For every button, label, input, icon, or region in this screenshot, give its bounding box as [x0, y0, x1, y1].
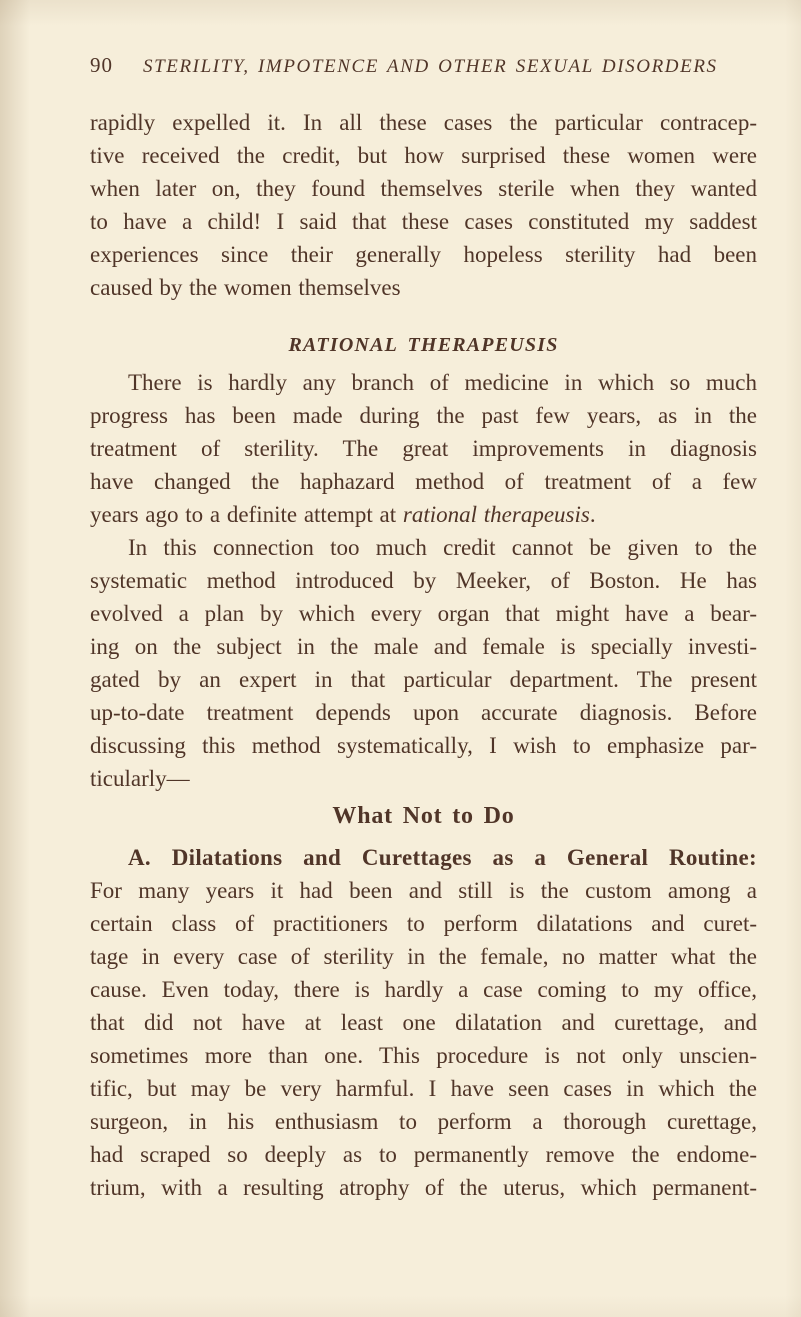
text-line: discussing this method systematically, I wish to emphasize par-	[90, 733, 757, 758]
running-header	[90, 52, 757, 80]
text-line: gated by an expert in that particular department. The present	[90, 667, 757, 692]
text-line: evolved a plan by which every organ that might have a bear-	[90, 601, 757, 626]
body-paragraph	[90, 531, 757, 795]
text-line: experiences since their generally hopeless sterility had been	[90, 242, 757, 267]
text-line: trium, with a resulting atrophy of the uterus, which permanent-	[90, 1175, 757, 1200]
text-line: up-to-date treatment depends upon accurate diagnosis. Before	[90, 700, 757, 725]
text-line: when later on, they found themselves sterile when they wanted	[90, 176, 757, 201]
text-line: In this connection too much credit cannot be given to the	[128, 535, 757, 560]
italic-phrase-rational-therapeusis: rational therapeusis	[402, 502, 590, 527]
text-line	[90, 841, 757, 874]
text-line: progress has been made during the past few years, as in the	[90, 403, 757, 428]
text-line: ticularly—	[90, 766, 190, 791]
text-line: cause. Even today, there is hardly a case coming to my office,	[90, 977, 757, 1002]
page-number: 90	[90, 53, 113, 77]
text-line: certain class of practitioners to perform dilatations and curet-	[90, 911, 757, 936]
text-column	[90, 106, 757, 1204]
text-line: caused by the women themselves	[90, 275, 401, 300]
text-line: have changed the haphazard method of treatment of a few	[90, 469, 757, 494]
text-line: tific, but may be very harmful. I have seen cases in which the	[90, 1076, 757, 1101]
subsection-heading-what-not-to-do: What Not to Do	[332, 803, 515, 829]
text-line: tive received the credit, but how surprised these women were	[90, 143, 757, 168]
text-line: ing on the subject in the male and female is specially investi-	[90, 634, 757, 659]
text-line: had scraped so deeply as to permanently remove the endome-	[90, 1142, 757, 1167]
text-line: years ago to a definite attempt at rational therapeusis.	[90, 502, 596, 527]
body-paragraph	[90, 106, 757, 304]
text-line: systematic method introduced by Meeker, of Boston. He has	[90, 568, 757, 593]
text-line: treatment of sterility. The great improvements in diagnosis	[90, 436, 757, 461]
text-line: surgeon, in his enthusiasm to perform a thorough curettage,	[90, 1109, 757, 1134]
text-line: For many years it had been and still is the custom among a	[90, 878, 757, 903]
bold-run-item-a-heading: A. Dilatations and Curettages as a General Routine:	[128, 845, 757, 870]
text-line: to have a child! I said that these cases constituted my saddest	[90, 209, 757, 234]
running-title: STERILITY, IMPOTENCE AND OTHER SEXUAL DISORDERS	[143, 56, 718, 77]
text-line: sometimes more than one. This procedure is not only unscien-	[90, 1043, 757, 1068]
body-paragraph	[90, 366, 757, 531]
text-line: rapidly expelled it. In all these cases the particular contracep-	[90, 110, 757, 135]
body-paragraph	[90, 841, 757, 1204]
text-line: that did not have at least one dilatation and curettage, and	[90, 1010, 757, 1035]
text-line: There is hardly any branch of medicine in which so much	[128, 370, 757, 395]
text-line: tage in every case of sterility in the female, no matter what the	[90, 944, 757, 969]
section-heading-rational-therapeusis: RATIONAL THERAPEUSIS	[288, 334, 559, 356]
